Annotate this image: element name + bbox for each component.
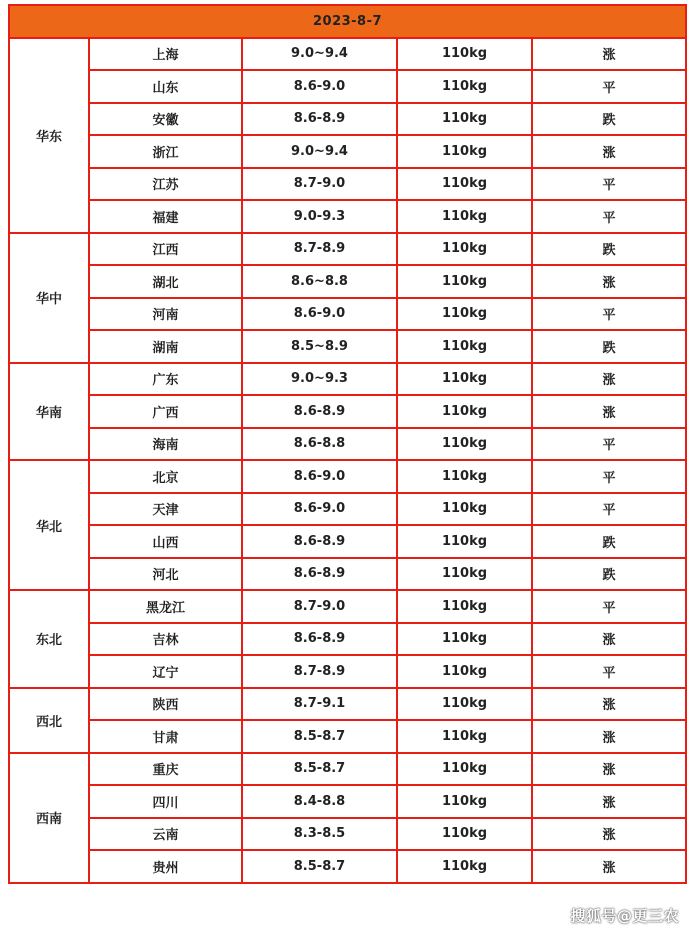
price-cell: 8.6-8.8 (242, 428, 397, 461)
price-cell: 8.5-8.7 (242, 850, 397, 883)
province-cell: 江西 (89, 233, 242, 266)
province-cell: 陕西 (89, 688, 242, 721)
province-cell: 黑龙江 (89, 590, 242, 623)
weight-cell: 110kg (397, 558, 532, 591)
province-cell: 四川 (89, 785, 242, 818)
weight-cell: 110kg (397, 395, 532, 428)
table-row (9, 590, 686, 623)
region-cell: 西北 (9, 688, 89, 753)
table-row (9, 558, 686, 591)
weight-cell: 110kg (397, 330, 532, 363)
price-cell: 8.3-8.5 (242, 818, 397, 851)
region-cell: 华北 (9, 460, 89, 590)
region-cell: 华中 (9, 233, 89, 363)
trend-cell: 平 (532, 493, 686, 526)
weight-cell: 110kg (397, 70, 532, 103)
table-row (9, 785, 686, 818)
price-cell: 9.0~9.3 (242, 363, 397, 396)
weight-cell: 110kg (397, 135, 532, 168)
price-cell: 9.0~9.4 (242, 38, 397, 71)
weight-cell: 110kg (397, 655, 532, 688)
province-cell: 浙江 (89, 135, 242, 168)
province-cell: 甘肃 (89, 720, 242, 753)
table-row (9, 850, 686, 883)
province-cell: 河北 (89, 558, 242, 591)
weight-cell: 110kg (397, 38, 532, 71)
table-row (9, 493, 686, 526)
trend-cell: 平 (532, 168, 686, 201)
trend-cell: 跌 (532, 558, 686, 591)
province-cell: 天津 (89, 493, 242, 526)
trend-cell: 平 (532, 655, 686, 688)
price-cell: 8.6-8.9 (242, 525, 397, 558)
weight-cell: 110kg (397, 428, 532, 461)
weight-cell: 110kg (397, 720, 532, 753)
weight-cell: 110kg (397, 298, 532, 331)
trend-cell: 跌 (532, 233, 686, 266)
weight-cell: 110kg (397, 590, 532, 623)
weight-cell: 110kg (397, 753, 532, 786)
price-cell: 8.6-9.0 (242, 298, 397, 331)
price-cell: 9.0-9.3 (242, 200, 397, 233)
weight-cell: 110kg (397, 850, 532, 883)
trend-cell: 跌 (532, 330, 686, 363)
price-cell: 8.6-9.0 (242, 70, 397, 103)
trend-cell: 涨 (532, 395, 686, 428)
weight-cell: 110kg (397, 168, 532, 201)
province-cell: 河南 (89, 298, 242, 331)
price-cell: 8.7-8.9 (242, 233, 397, 266)
table-row (9, 168, 686, 201)
weight-cell: 110kg (397, 460, 532, 493)
trend-cell: 涨 (532, 753, 686, 786)
table-row (9, 265, 686, 298)
price-cell: 8.5~8.9 (242, 330, 397, 363)
region-cell: 华南 (9, 363, 89, 461)
trend-cell: 平 (532, 200, 686, 233)
weight-cell: 110kg (397, 493, 532, 526)
price-cell: 8.6-8.9 (242, 395, 397, 428)
trend-cell: 平 (532, 460, 686, 493)
province-cell: 山东 (89, 70, 242, 103)
province-cell: 重庆 (89, 753, 242, 786)
province-cell: 云南 (89, 818, 242, 851)
table-row (9, 363, 686, 396)
province-cell: 上海 (89, 38, 242, 71)
trend-cell: 平 (532, 70, 686, 103)
weight-cell: 110kg (397, 623, 532, 656)
province-cell: 江苏 (89, 168, 242, 201)
province-cell: 湖北 (89, 265, 242, 298)
table-row (9, 460, 686, 493)
watermark: 搜狐号@更三农 (570, 907, 679, 925)
table-row (9, 70, 686, 103)
weight-cell: 110kg (397, 265, 532, 298)
price-cell: 8.6-9.0 (242, 460, 397, 493)
price-cell: 8.7-9.1 (242, 688, 397, 721)
price-cell: 8.6-8.9 (242, 103, 397, 136)
table-row (9, 135, 686, 168)
region-cell: 东北 (9, 590, 89, 688)
weight-cell: 110kg (397, 363, 532, 396)
price-cell: 8.7-8.9 (242, 655, 397, 688)
trend-cell: 涨 (532, 720, 686, 753)
province-cell: 福建 (89, 200, 242, 233)
table-body (9, 38, 686, 883)
table-row (9, 298, 686, 331)
weight-cell: 110kg (397, 103, 532, 136)
region-cell: 西南 (9, 753, 89, 883)
pig-price-table (8, 4, 687, 884)
province-cell: 安徽 (89, 103, 242, 136)
trend-cell: 跌 (532, 103, 686, 136)
province-cell: 湖南 (89, 330, 242, 363)
table-row (9, 200, 686, 233)
province-cell: 山西 (89, 525, 242, 558)
table-row (9, 720, 686, 753)
trend-cell: 平 (532, 428, 686, 461)
price-cell: 8.6-8.9 (242, 623, 397, 656)
table-row (9, 655, 686, 688)
table-row (9, 38, 686, 71)
table-row (9, 688, 686, 721)
price-cell: 8.6~8.8 (242, 265, 397, 298)
province-cell: 广东 (89, 363, 242, 396)
trend-cell: 涨 (532, 135, 686, 168)
province-cell: 贵州 (89, 850, 242, 883)
price-cell: 9.0~9.4 (242, 135, 397, 168)
trend-cell: 涨 (532, 363, 686, 396)
province-cell: 辽宁 (89, 655, 242, 688)
weight-cell: 110kg (397, 525, 532, 558)
price-cell: 8.4-8.8 (242, 785, 397, 818)
date-header: 2023-8-7 (9, 5, 686, 38)
trend-cell: 涨 (532, 688, 686, 721)
table-header-row (9, 5, 686, 38)
table-row (9, 818, 686, 851)
region-cell: 华东 (9, 38, 89, 233)
table-row (9, 233, 686, 266)
province-cell: 海南 (89, 428, 242, 461)
trend-cell: 平 (532, 298, 686, 331)
trend-cell: 涨 (532, 818, 686, 851)
table-row (9, 428, 686, 461)
trend-cell: 涨 (532, 850, 686, 883)
table-row (9, 103, 686, 136)
table-row (9, 753, 686, 786)
table-row (9, 623, 686, 656)
trend-cell: 涨 (532, 265, 686, 298)
weight-cell: 110kg (397, 200, 532, 233)
trend-cell: 涨 (532, 38, 686, 71)
province-cell: 广西 (89, 395, 242, 428)
price-cell: 8.5-8.7 (242, 753, 397, 786)
table-row (9, 525, 686, 558)
trend-cell: 涨 (532, 623, 686, 656)
price-cell: 8.6-9.0 (242, 493, 397, 526)
province-cell: 吉林 (89, 623, 242, 656)
table-row (9, 395, 686, 428)
trend-cell: 平 (532, 590, 686, 623)
weight-cell: 110kg (397, 688, 532, 721)
table-row (9, 330, 686, 363)
price-cell: 8.7-9.0 (242, 590, 397, 623)
weight-cell: 110kg (397, 818, 532, 851)
province-cell: 北京 (89, 460, 242, 493)
trend-cell: 涨 (532, 785, 686, 818)
price-cell: 8.5-8.7 (242, 720, 397, 753)
price-cell: 8.6-8.9 (242, 558, 397, 591)
weight-cell: 110kg (397, 785, 532, 818)
price-cell: 8.7-9.0 (242, 168, 397, 201)
trend-cell: 跌 (532, 525, 686, 558)
weight-cell: 110kg (397, 233, 532, 266)
